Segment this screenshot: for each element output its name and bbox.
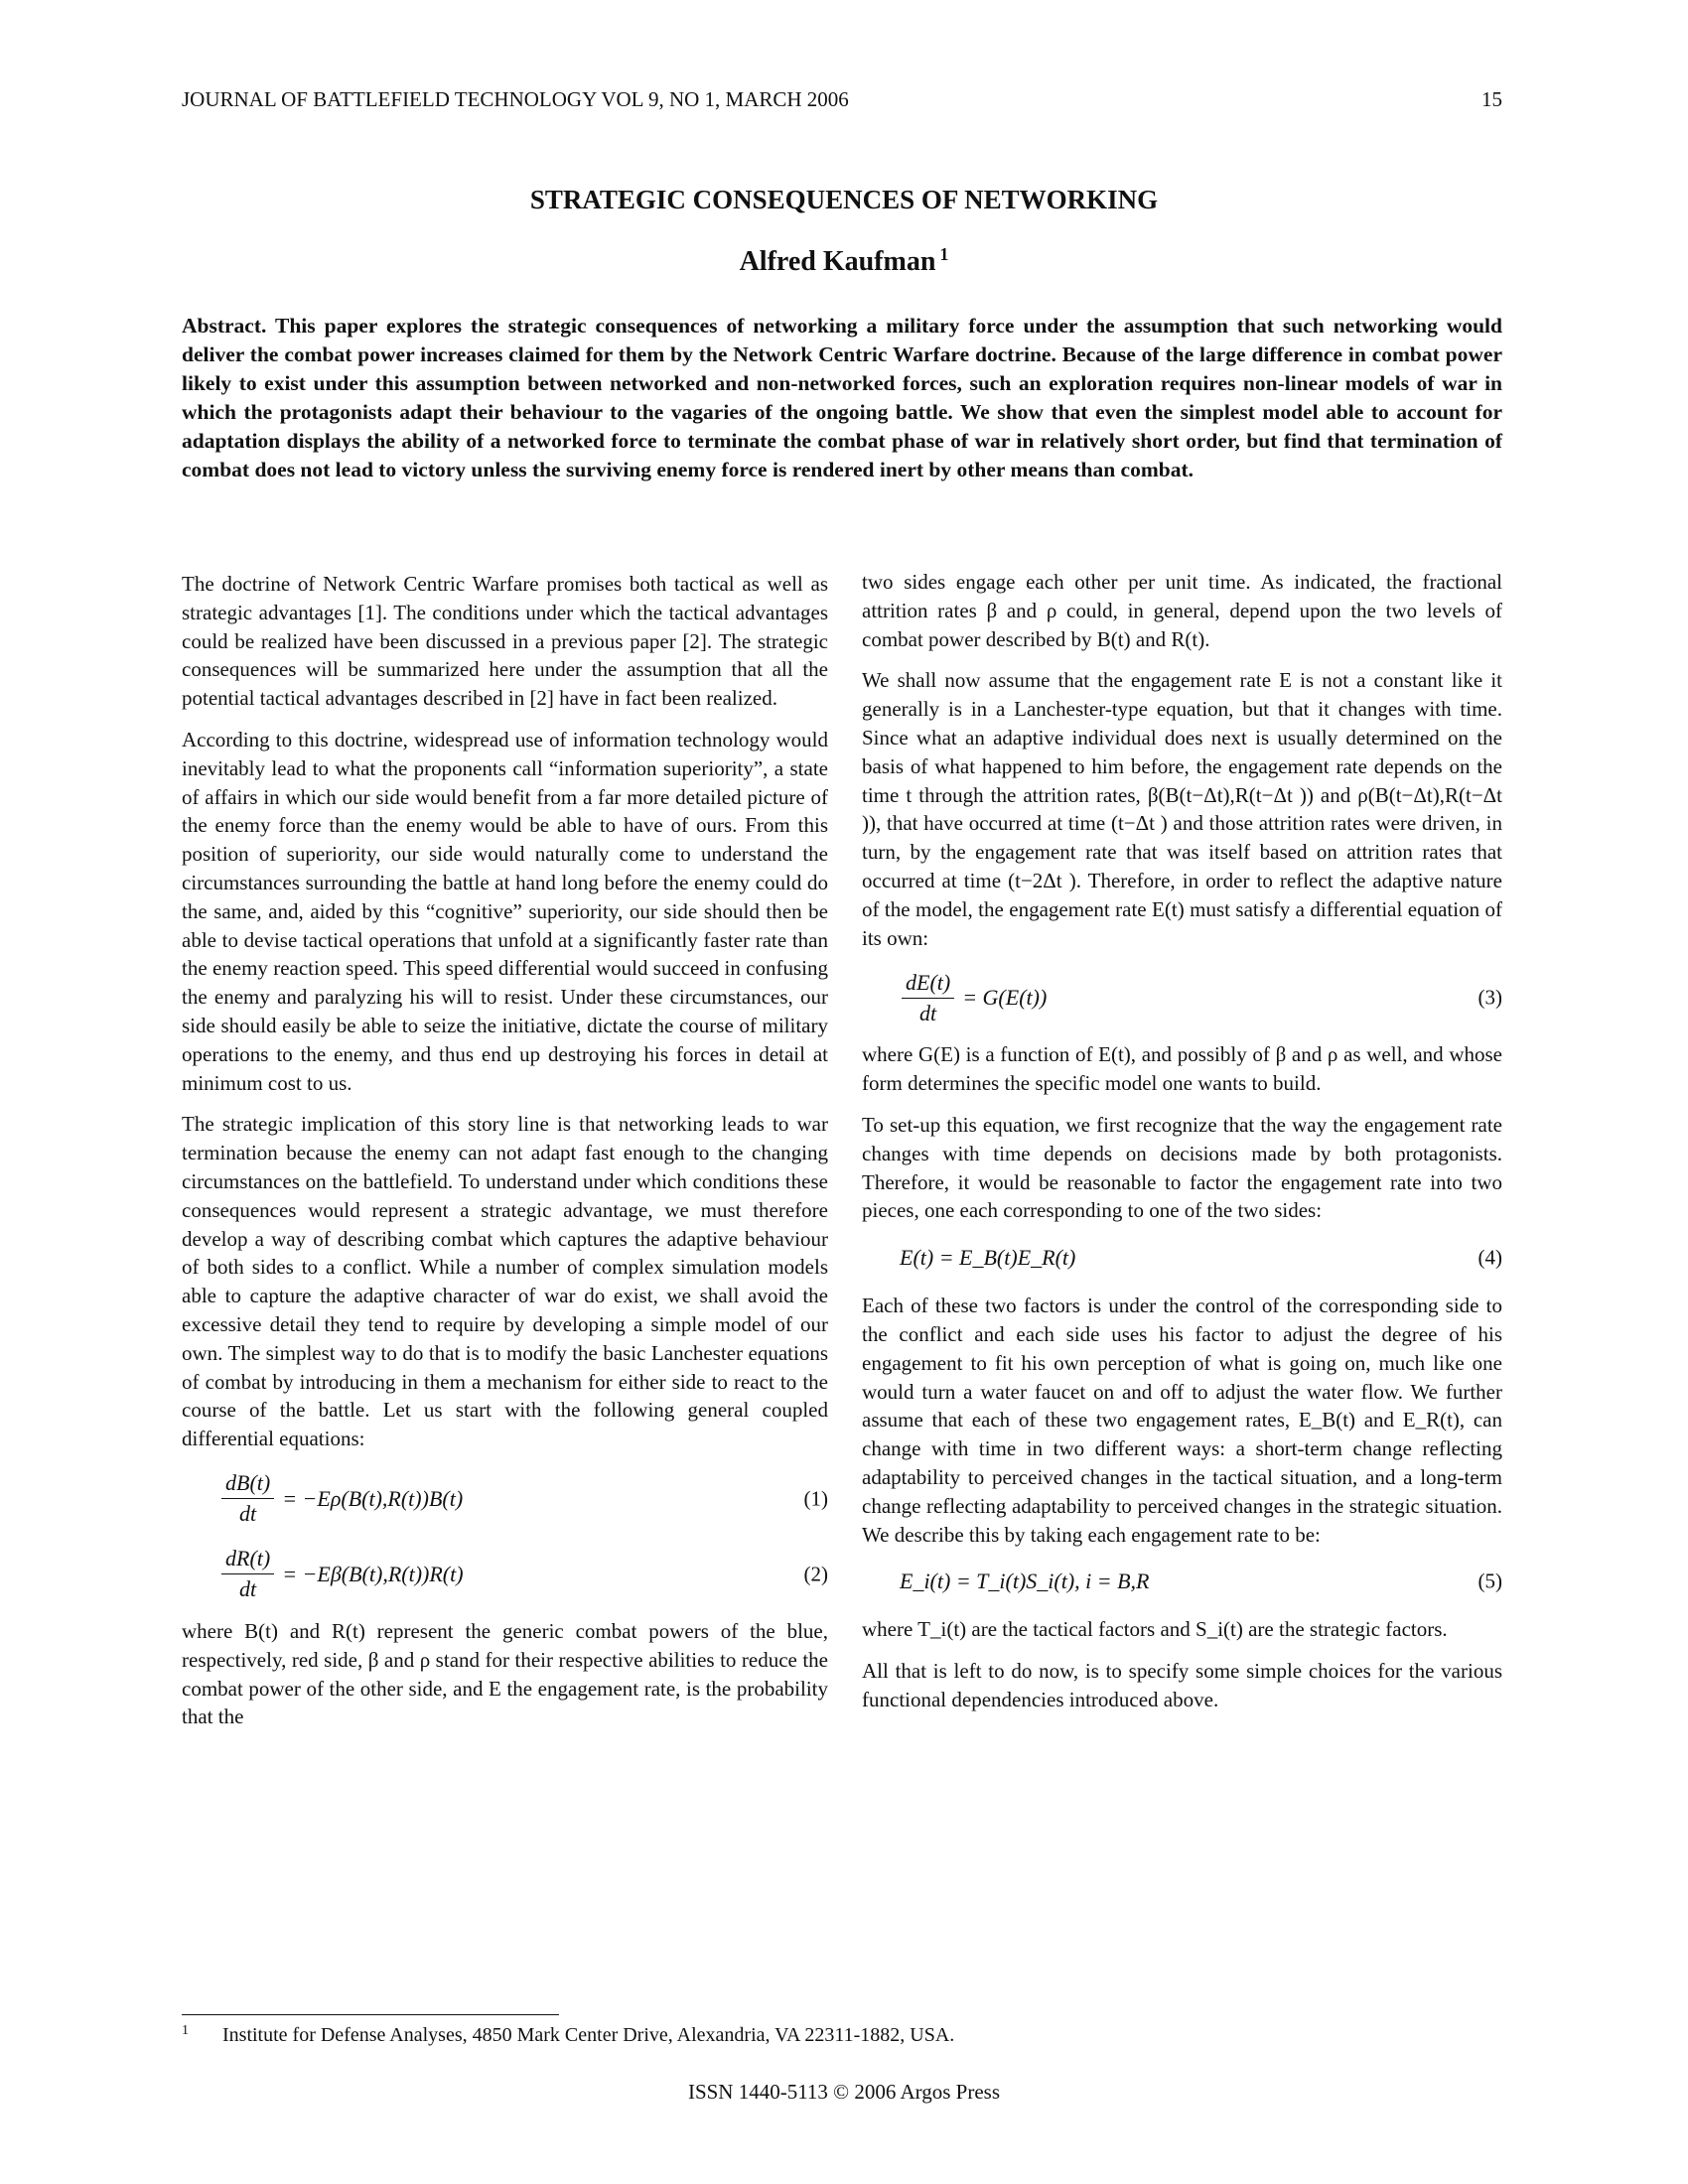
- equation-text: E_i(t) = T_i(t)S_i(t), i = B,R: [900, 1568, 1150, 1593]
- equation-text: E(t) = E_B(t)E_R(t): [900, 1244, 1076, 1270]
- equation-rhs: = G(E(t)): [962, 984, 1048, 1010]
- equation-2: [182, 1542, 828, 1607]
- journal-title: JOURNAL OF BATTLEFIELD TECHNOLOGY VOL 9, NO 1, MARCH 2006: [182, 87, 849, 111]
- author-name: Alfred Kaufman: [739, 246, 936, 277]
- page-number: 15: [1481, 87, 1502, 111]
- left-column: [182, 570, 828, 1744]
- paragraph: where G(E) is a function of E(t), and possibly of β and ρ as well, and whose form determines the specific model one wants to build.: [862, 1042, 1502, 1096]
- author-footnote-mark: 1: [939, 244, 949, 264]
- paragraph: two sides engage each other per unit time. As indicated, the fractional attrition rates β and ρ could, in general, depend upon the two levels of combat power described by B(t) and R(t).: [862, 570, 1502, 651]
- footnote-rule: [182, 2014, 559, 2015]
- paragraph: According to this doctrine, widespread use of information technology would inevitably lead to what the proponents call “information superiority”, a state of affairs in which our side would benefit from a far more detailed picture of the enemy force than the enemy would be able to have of ours. From this position of superiority, our side would naturally come to understand the circumstances surrounding the battle at hand long before the enemy could do the same, and, aided by this “cognitive” superiority, our side should then be able to devise tactical operations that unfold at a significantly faster rate than the enemy reaction speed. This speed differential would succeed in confusing the enemy and paralyzing his will to resist. Under these circumstances, our side should easily be able to seize the initiative, dictate the course of military operations to the enemy, and thus end up destroying his forces in detail at minimum cost to us.: [182, 727, 828, 1095]
- paragraph: The strategic implication of this story line is that networking leads to war termination because the enemy can not adapt fast enough to the changing circumstances on the battlefield. To understand under which conditions these consequences would represent a strategic advantage, we must therefore develop a way of describing combat which captures the adaptive behaviour of both sides to a conflict. While a number of complex simulation models able to capture the adaptive character of war do exist, we shall avoid the excessive detail they tend to require by developing a simple model of our own. The simplest way to do that is to modify the basic Lanchester equations of combat by introducing in them a mechanism for either side to react to the course of the battle. Let us start with the following general coupled differential equations:: [182, 1112, 828, 1451]
- equation-3: [862, 965, 1502, 1030]
- right-column: [862, 568, 1502, 1727]
- abstract: Abstract. This paper explores the strategic consequences of networking a military force under the assumption that such networking would deliver the combat power increases claimed for them by the Network Centric Warfare doctrine. Because of the large difference in combat power likely to exist under this assumption between networked and non-networked forces, such an exploration requires non-linear models of war in which the protagonists adapt their behaviour to the vagaries of the ongoing battle. We show that even the simplest model able to account for adaptation displays the ability of a networked force to terminate the combat phase of war in relatively short order, but find that termination of combat does not lead to victory unless the surviving enemy force is rendered inert by other means than combat.: [182, 314, 1502, 481]
- paragraph: To set-up this equation, we first recognize that the way the engagement rate changes with time depends on decisions made by both protagonists. Therefore, it would be reasonable to factor the engagement rate into two pieces, one each corresponding to one of the two sides:: [862, 1112, 1502, 1223]
- paragraph: All that is left to do now, is to specify some simple choices for the various functional dependencies introduced above.: [862, 1659, 1502, 1711]
- equation-fraction: $\frac{dB(t)}{dt}$: [221, 1468, 274, 1529]
- equation-number: (5): [1477, 1569, 1502, 1593]
- equation-fraction: $\frac{dE(t)}{dt}$: [902, 968, 954, 1028]
- equation-number: (2): [803, 1562, 828, 1586]
- equation-number: (1): [803, 1486, 828, 1511]
- equation-rhs: = −Eβ(B(t),R(t))R(t): [282, 1561, 464, 1586]
- page-footer: ISSN 1440-5113 © 2006 Argos Press: [687, 2080, 1001, 2104]
- paragraph: Each of these two factors is under the control of the corresponding side to the conflict and each side uses his factor to adjust the degree of his engagement to fit his own perception of what is going on, much like one would turn a water faucet on and off to adjust the water flow. We further assume that each of these two engagement rates, E_B(t) and E_R(t), can change with time in two different ways: a short-term change reflecting adaptability to perceived changes in the tactical situation, and a long-term change reflecting adaptability to perceived changes in the strategic situation. We describe this by taking each engagement rate to be:: [862, 1294, 1502, 1547]
- paragraph: where B(t) and R(t) represent the generic combat powers of the blue, respectively, red side, β and ρ stand for their respective abilities to reduce the combat power of the other side, and E the engagement rate, is the probability that the: [182, 1618, 828, 1729]
- equation-rhs: = −Eρ(B(t),R(t))B(t): [282, 1485, 464, 1511]
- equation-number: (4): [1477, 1245, 1502, 1270]
- paragraph: The doctrine of Network Centric Warfare promises both tactical as well as strategic advantages [1]. The conditions under which the tactical advantages could be realized have been discussed in a previous paper [2]. The strategic consequences will be summarized here under the assumption that all the potential tactical advantages described in [2] have in fact been realized.: [182, 572, 828, 711]
- footnote-text: Institute for Defense Analyses, 4850 Mark Center Drive, Alexandria, VA 22311-1882, USA.: [222, 2024, 955, 2046]
- equation-5: [862, 1562, 1502, 1601]
- equation-fraction: $\frac{dR(t)}{dt}$: [221, 1544, 274, 1604]
- equation-4: [862, 1238, 1502, 1278]
- paper-title: STRATEGIC CONSEQUENCES OF NETWORKING: [529, 185, 1159, 214]
- footnote: [182, 2023, 954, 2047]
- equation-1: [182, 1466, 828, 1532]
- footnote-mark: 1: [182, 2023, 189, 2038]
- running-header: [182, 87, 1502, 112]
- author: [0, 244, 1688, 278]
- paragraph: where T_i(t) are the tactical factors and S_i(t) are the strategic factors.: [862, 1617, 1448, 1642]
- equation-number: (3): [1477, 985, 1502, 1010]
- paragraph: We shall now assume that the engagement rate E is not a constant like it generally is in a Lanchester-type equation, but that it changes with time. Since what an adaptive individual does next is usually determined on the basis of what happened to him before, the engagement rate depends on the time t through the attrition rates, β(B(t−Δt),R(t−Δt )) and ρ(B(t−Δt),R(t−Δt )), that have occurred at time (t−Δt ) and those attrition rates were driven, in turn, by the engagement rate that was itself based on attrition rates that occurred at time (t−2Δt ). Therefore, in order to reflect the adaptive nature of the model, the engagement rate E(t) must satisfy a differential equation of its own:: [862, 668, 1502, 950]
